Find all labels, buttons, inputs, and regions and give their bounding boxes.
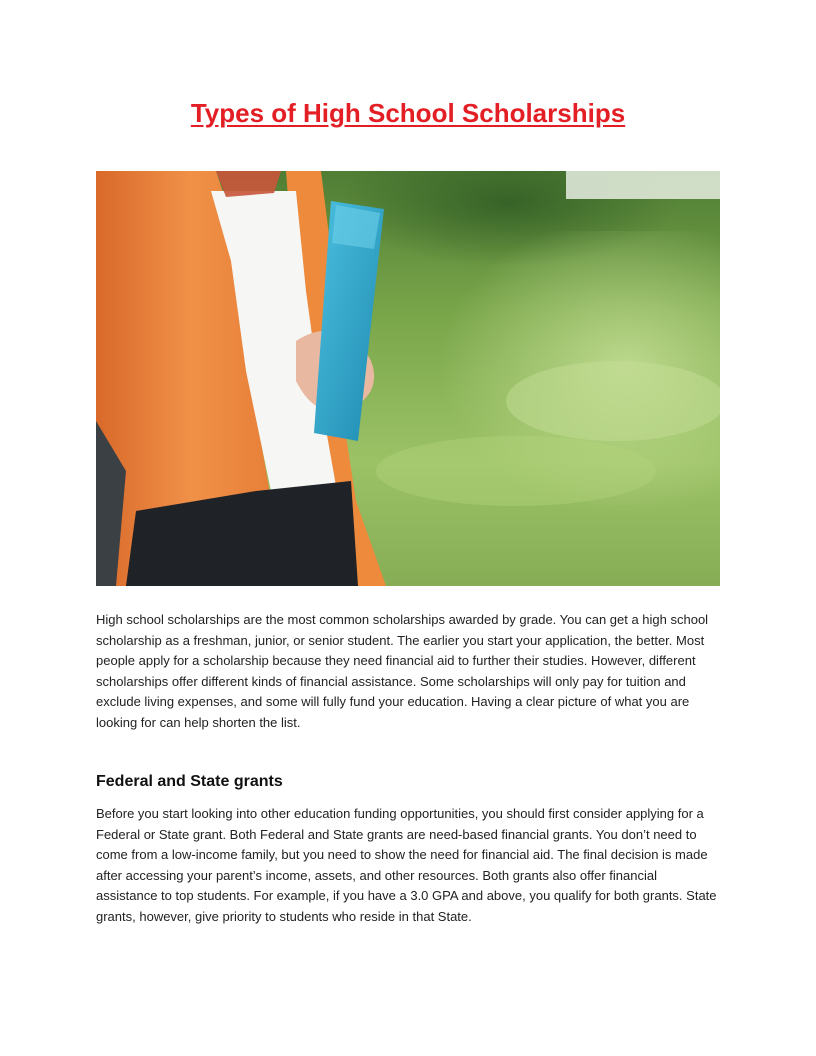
intro-paragraph: High school scholarships are the most common scholarships awarded by grade. You can get a high school scholarship as a freshman, junior, or senior student. The earlier you start your application, the better. Most people apply for a scholarship because they need financial aid to further their studies. However, different scholarships offer different kinds of financial assistance. Some scholarships will only pay for tuition and exclude living expenses, and some will fully fund your education. Having a clear picture of what you are looking for can help shorten the list. [96, 612, 709, 730]
section-body-federal-state-grants: Before you start looking into other education funding opportunities, you should first consider applying for a Federal or State grant. Both Federal and State grants are need-based financial grants. You don’t need to come from a low-income family, but you need to show the need for financial aid. The final decision is made after accessing your parent’s income, assets, and other resources. Both grants also offer financial assistance to top students. For example, if you have a 3.0 GPA and above, you qualify for both grants. State grants, however, give priority to students who reside in that State. [96, 806, 717, 924]
page-title: Types of High School Scholarships [190, 98, 626, 128]
hero-photo [96, 171, 720, 586]
section-heading-federal-state-grants: Federal and State grants [96, 773, 283, 790]
